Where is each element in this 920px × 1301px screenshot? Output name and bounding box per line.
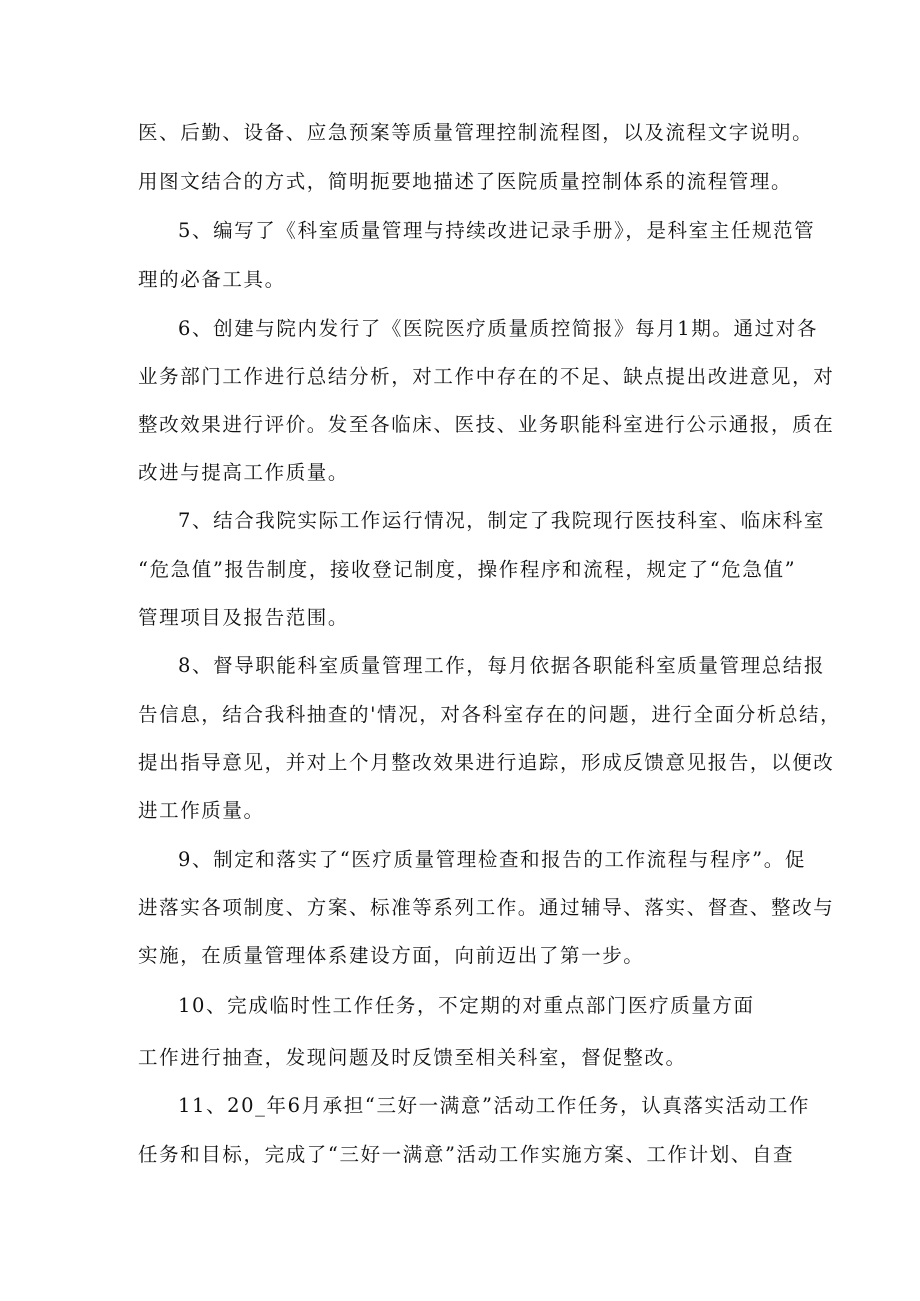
text-line: 5、编写了《科室质量管理与持续改进记录手册》，是科室主任规范管 <box>178 219 816 242</box>
text-line: 进工作质量。 <box>138 799 265 822</box>
text-line: “危急值”报告制度，接收登记制度，操作程序和流程，规定了“危急值” <box>138 558 797 581</box>
text-line: 整改效果进行评价。发至各临床、医技、业务职能科室进行公示通报，质在 <box>138 413 835 436</box>
text-line: 医、后勤、设备、应急预案等质量管理控制流程图，以及流程文字说明。 <box>138 121 814 144</box>
text-line: 任务和目标，完成了“三好一满意”活动工作实施方案、工作计划、自查 <box>138 1143 795 1166</box>
text-line: 管理项目及报告范围。 <box>138 606 350 629</box>
text-line: 业务部门工作进行总结分析，对工作中存在的不足、缺点提出改进意见，对 <box>138 365 835 388</box>
text-line: 进落实各项制度、方案、标准等系列工作。通过辅导、落实、督查、整改与 <box>138 896 835 919</box>
text-line: 提出指导意见，并对上个月整改效果进行追踪，形成反馈意见报告，以便改 <box>138 751 835 774</box>
text-line: 9、制定和落实了“医疗质量管理检查和报告的工作流程与程序”。促 <box>178 848 806 871</box>
text-line: 6、创建与院内发行了《医院医疗质量质控简报》每月1期。通过对各 <box>178 317 818 340</box>
text-line: 10、完成临时性工作任务，不定期的对重点部门医疗质量方面 <box>178 994 755 1017</box>
text-line: 改进与提高工作质量。 <box>138 461 350 484</box>
text-line: 工作进行抽查，发现问题及时反馈至相关科室，督促整改。 <box>138 1046 687 1069</box>
text-line: 7、结合我院实际工作运行情况，制定了我院现行医技科室、临床科室 <box>178 509 826 532</box>
text-line: 用图文结合的方式，简明扼要地描述了医院质量控制体系的流程管理。 <box>138 170 793 193</box>
text-line: 8、督导职能科室质量管理工作，每月依据各职能科室质量管理总结报 <box>178 654 826 677</box>
text-line: 11、20_年6月承担“三好一满意”活动工作任务，认真落实活动工作 <box>178 1094 811 1117</box>
text-line: 实施，在质量管理体系建设方面，向前迈出了第一步。 <box>138 944 645 967</box>
text-line: 理的必备工具。 <box>138 268 286 291</box>
text-line: 告信息，结合我科抽查的'情况，对各科室存在的问题，进行全面分析总结， <box>138 703 842 726</box>
